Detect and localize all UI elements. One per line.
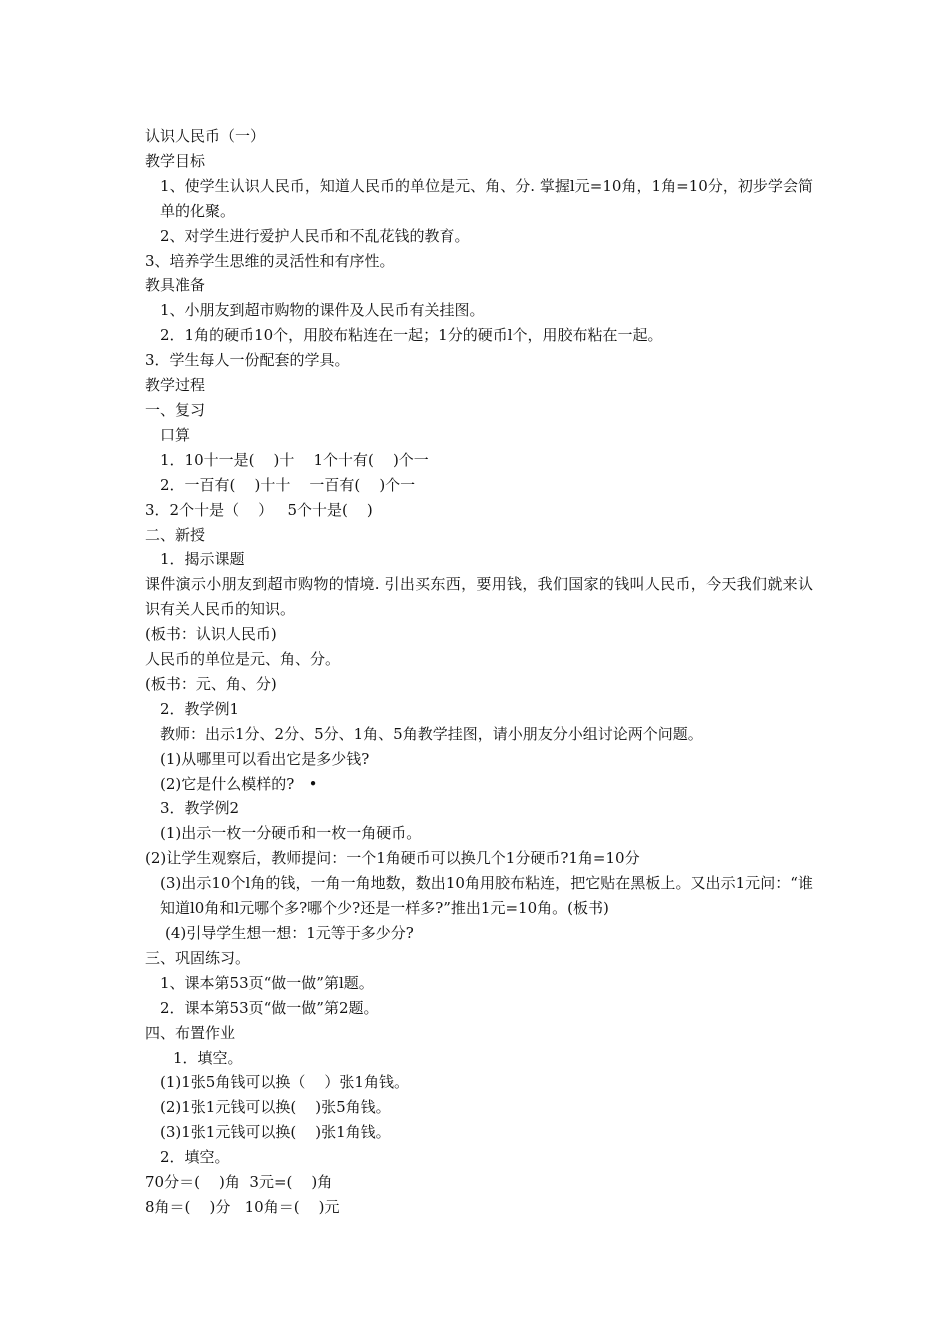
document-line: 人民币的单位是元、角、分。 bbox=[145, 650, 341, 669]
document-line: 课件演示小朋友到超市购物的情境. 引出买东西，要用钱，我们国家的钱叫人民币，今天我们就来认识有关人民币的知识。 bbox=[145, 575, 813, 619]
document-line: 1．揭示课题 bbox=[160, 550, 245, 569]
document-line: 3．教学例2 bbox=[160, 799, 240, 818]
document-line: 教学目标 bbox=[145, 151, 206, 170]
document-line: (1)从哪里可以看出它是多少钱? bbox=[160, 749, 370, 768]
document-line: 教具准备 bbox=[145, 276, 206, 295]
document-body bbox=[145, 124, 813, 1220]
document-line: 2、对学生进行爱护人民币和不乱花钱的教育。 bbox=[160, 226, 470, 245]
document-line: 1．填空。 bbox=[173, 1048, 243, 1067]
document-line: 2．1角的硬币10个，用胶布粘连在一起；1分的硬币l个，用胶布粘在一起。 bbox=[160, 326, 663, 345]
document-line: (3)出示10个l角的钱，一角一角地数，数出10角用胶布粘连，把它贴在黑板上。又出示1元问：“谁知道l0角和l元哪个多?哪个少?还是一样多?”推出1元=10角。(板书) bbox=[160, 874, 813, 918]
document-line: (3)1张1元钱可以换( )张1角钱。 bbox=[160, 1123, 391, 1142]
document-line: 3．2个十是（ ） 5个十是( ) bbox=[145, 500, 373, 519]
document-line: 8角＝( )分 10角＝( )元 bbox=[145, 1197, 340, 1216]
document-line: 2．教学例1 bbox=[160, 699, 240, 718]
document-line: (4)引导学生想一想：1元等于多少分? bbox=[165, 924, 414, 942]
document-line: 二、新授 bbox=[145, 525, 206, 544]
document-line: 2．一百有( )十十 一百有( )个一 bbox=[160, 475, 416, 494]
document-line: 三、巩固练习。 bbox=[145, 948, 251, 967]
document-line: (板书：认识人民币) bbox=[145, 625, 277, 644]
document-line: (板书：元、角、分) bbox=[145, 674, 277, 693]
document-line: 1、使学生认识人民币，知道人民币的单位是元、角、分. 掌握l元=10角，1角=10分，初步学会简单的化聚。 bbox=[160, 176, 813, 220]
document-title: 认识人民币（一） bbox=[145, 127, 266, 145]
document-line: (2)它是什么模样的? • bbox=[160, 774, 318, 793]
document-line: (2)让学生观察后，教师提问：一个1角硬币可以换几个1分硬币?1角=10分 bbox=[145, 849, 640, 868]
document-line: 70分＝( )角 3元=( )角 bbox=[145, 1173, 333, 1192]
document-line: 教学过程 bbox=[145, 376, 206, 395]
document-line: (1)出示一枚一分硬币和一枚一角硬币。 bbox=[160, 824, 422, 843]
document-line: 3．学生每人一份配套的学具。 bbox=[145, 351, 350, 370]
document-line: 1．10十一是( )十 1个十有( )个一 bbox=[160, 450, 429, 469]
document-line: 3、培养学生思维的灵活性和有序性。 bbox=[145, 251, 395, 270]
document-line: (1)1张5角钱可以换（ ）张1角钱。 bbox=[160, 1073, 409, 1092]
document-line: 1、小朋友到超市购物的课件及人民币有关挂图。 bbox=[160, 301, 485, 320]
document-line: (2)1张1元钱可以换( )张5角钱。 bbox=[160, 1098, 391, 1117]
document-line: 四、布置作业 bbox=[145, 1023, 236, 1042]
document-line: 2．课本第53页“做一做”第2题。 bbox=[160, 998, 379, 1017]
document-line: 1、课本第53页“做一做”第l题。 bbox=[160, 973, 374, 992]
document-line: 一、复习 bbox=[145, 400, 206, 419]
document-line: 2．填空。 bbox=[160, 1148, 230, 1167]
document-line: 教师：出示1分、2分、5分、1角、5角教学挂图，请小朋友分小组讨论两个问题。 bbox=[160, 724, 703, 743]
document-line: 口算 bbox=[160, 425, 191, 444]
